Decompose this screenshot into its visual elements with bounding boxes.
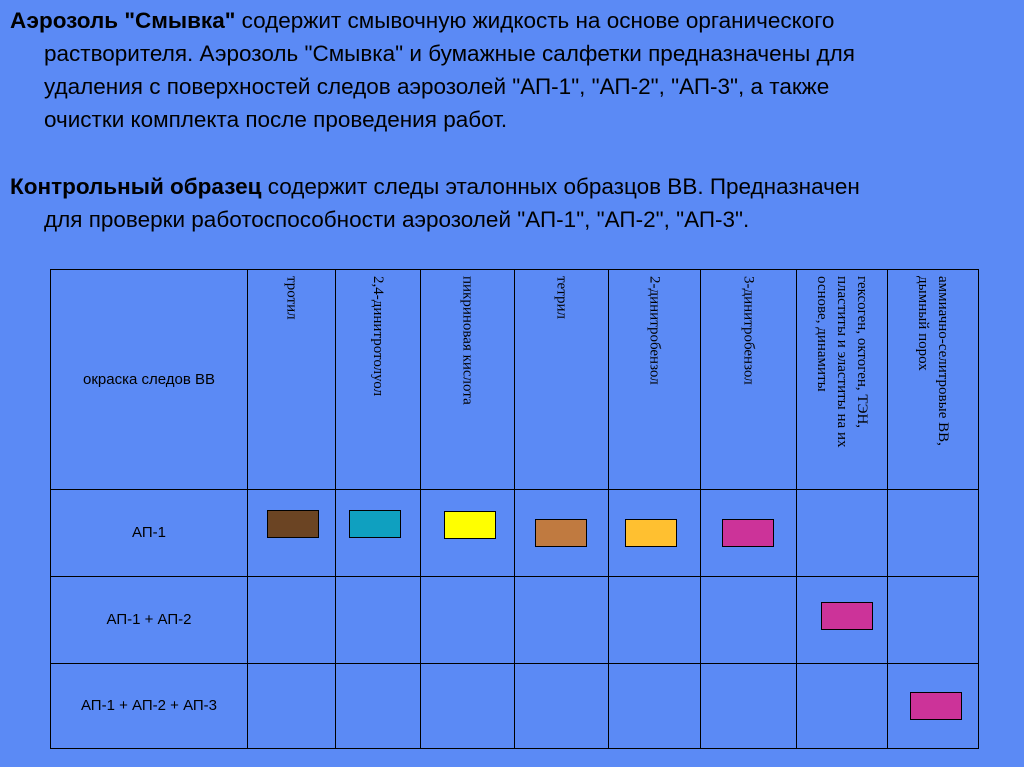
table-row <box>51 664 979 749</box>
column-header <box>515 270 609 490</box>
column-header <box>336 270 421 490</box>
table-cell <box>888 577 979 664</box>
column-header <box>797 270 888 490</box>
table-cell <box>515 490 609 577</box>
column-header <box>609 270 701 490</box>
color-swatch-ammonium-nitrate <box>910 692 962 720</box>
table-cell <box>336 490 421 577</box>
table-header-row <box>51 270 979 490</box>
row-label: АП-1 + АП-2 <box>51 577 248 664</box>
table-cell <box>421 490 515 577</box>
paragraph-text: удаления с поверхностей следов аэрозолей "АП-1", "АП-2", "АП-3", а также <box>44 74 830 99</box>
table-cell <box>797 490 888 577</box>
table-cell <box>701 577 797 664</box>
column-header-text: 2,4-динитротолуол <box>370 276 386 397</box>
row-label: АП-1 <box>51 490 248 577</box>
column-header-text: гексоген, октоген, ТЭН, пластиты и эластиты на их основе, динамиты <box>814 276 870 448</box>
color-swatch-tetryl <box>535 519 587 547</box>
table-cell <box>248 490 336 577</box>
paragraph-text: очистки комплекта после проведения работ. <box>44 107 508 132</box>
table-cell <box>701 490 797 577</box>
table-row <box>51 490 979 577</box>
table-cell <box>888 664 979 749</box>
color-swatch-hexogen <box>821 602 873 630</box>
table-cell <box>336 664 421 749</box>
table-cell <box>609 577 701 664</box>
column-header-text: тетрил <box>553 276 570 319</box>
table-row <box>51 577 979 664</box>
column-header <box>421 270 515 490</box>
header-label: окраска следов ВВ <box>51 270 248 490</box>
column-header-text: пикриновая кислота <box>459 276 476 405</box>
term-smyvka: Аэрозоль "Смывка" <box>10 8 236 33</box>
table-cell <box>515 664 609 749</box>
table-cell <box>248 664 336 749</box>
column-header-text: 2-динитробензол <box>646 276 663 385</box>
row-label: АП-1 + АП-2 + АП-3 <box>51 664 248 749</box>
table-cell <box>609 490 701 577</box>
color-swatch-2-dinitrobenzene <box>625 519 677 547</box>
table-cell <box>797 664 888 749</box>
term-control-sample: Контрольный образец <box>10 174 262 199</box>
paragraph-text: для проверки работоспособности аэрозолей "АП-1", "АП-2", "АП-3". <box>44 207 750 232</box>
column-header-text: тротил <box>283 276 300 320</box>
table-cell <box>609 664 701 749</box>
color-swatch-picric-acid <box>444 511 496 539</box>
paragraph-smyvka <box>10 4 1010 136</box>
table-cell <box>888 490 979 577</box>
paragraph-text: растворителя. Аэрозоль "Смывка" и бумажные салфетки предназначены для <box>44 41 855 66</box>
table-cell <box>797 577 888 664</box>
column-header-text: аммиачно-селитровые ВВ, дымный порох <box>915 276 951 446</box>
color-swatch-3-dinitrobenzene <box>722 519 774 547</box>
table-cell <box>248 577 336 664</box>
table-cell <box>336 577 421 664</box>
table-cell <box>701 664 797 749</box>
table-cell <box>515 577 609 664</box>
column-header <box>888 270 979 490</box>
paragraph-text: содержит следы эталонных образцов ВВ. Предназначен <box>261 174 860 199</box>
color-swatch-trotyl <box>267 510 319 538</box>
table-cell <box>421 577 515 664</box>
color-swatch-dinitrotoluene <box>349 510 401 538</box>
table-cell <box>421 664 515 749</box>
paragraph-text: содержит смывочную жидкость на основе органического <box>235 8 835 33</box>
column-header <box>701 270 797 490</box>
column-header-text: 3-динитробензол <box>740 276 757 385</box>
column-header <box>248 270 336 490</box>
color-table <box>50 269 979 749</box>
paragraph-control-sample <box>10 170 1010 236</box>
